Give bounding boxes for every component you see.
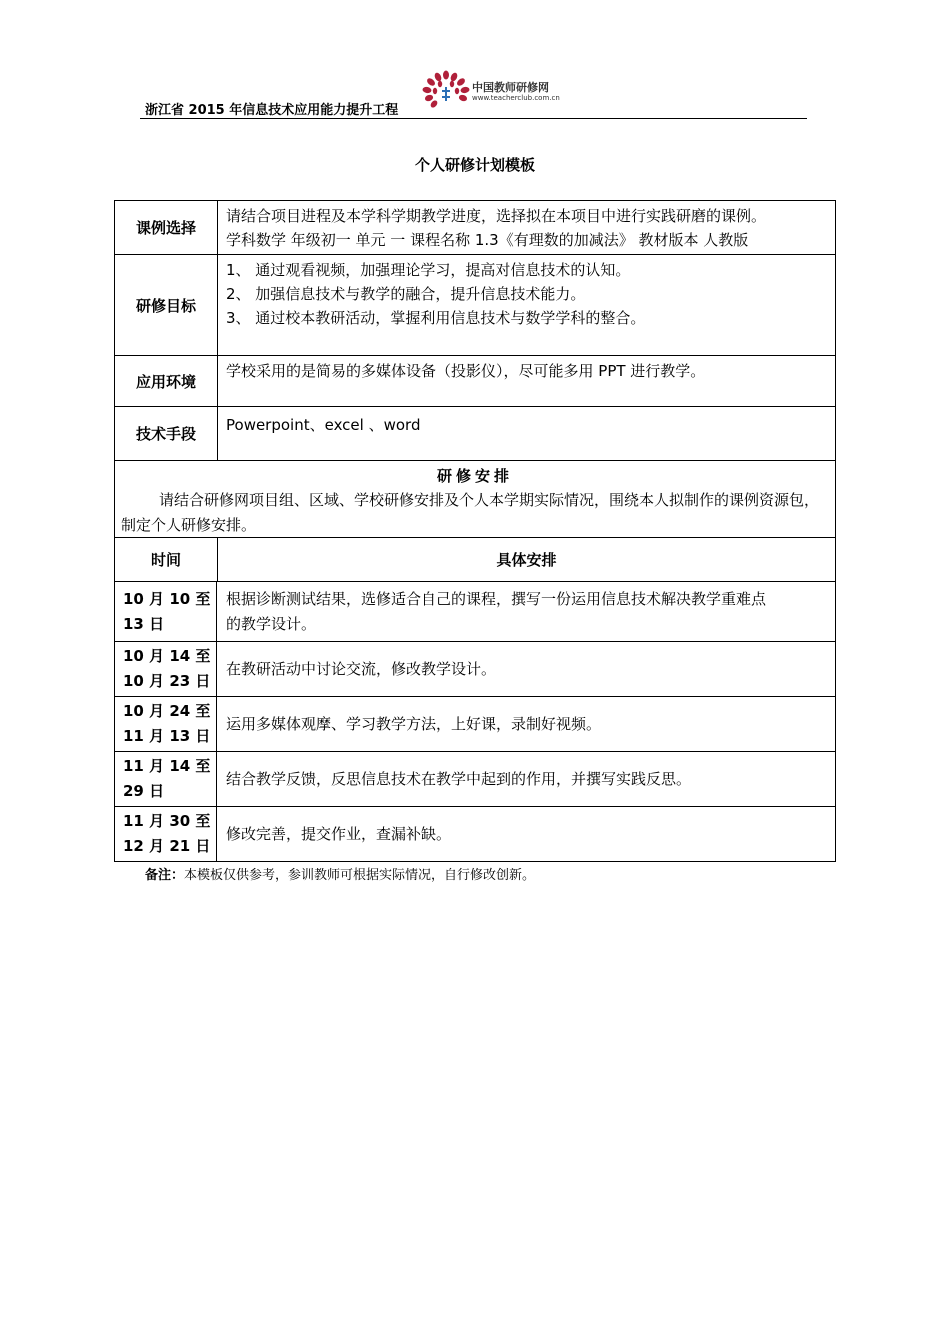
label-goal: 研修目标 (115, 255, 218, 355)
logo-url: www.teacherclub.com.cn (472, 94, 560, 102)
arrangement-intro: 请结合研修网项目组、区域、学校研修安排及个人本学期实际情况，围绕本人拟制作的课例资源包，制定个人研修安排。 (121, 491, 820, 534)
plan-cell (226, 697, 829, 751)
plan-cell (226, 642, 829, 696)
teacherclub-logo (420, 69, 570, 113)
time-start: 10 月 10 至 (123, 589, 211, 608)
time-end: 29 日 (123, 782, 165, 800)
label-course: 课例选择 (115, 201, 218, 254)
plan-text: 修改完善，提交作业，查漏补缺。 (226, 824, 452, 843)
label-tech: 技术手段 (115, 407, 218, 460)
plan-text: 在教研活动中讨论交流，修改教学设计。 (226, 659, 497, 678)
table-row (114, 641, 836, 696)
table-row (114, 696, 836, 751)
plan-text: 的教学设计。 (226, 614, 317, 633)
course-value (226, 204, 829, 252)
plan-text: 结合教学反馈，反思信息技术在教学中起到的作用，并撰写实践反思。 (226, 769, 692, 788)
course-line-1: 请结合项目进程及本学科学期教学进度，选择拟在本项目中进行实践研磨的课例。 (226, 207, 767, 225)
footnote-label: 备注： (145, 868, 185, 883)
plan-cell (226, 752, 829, 806)
document-title: 个人研修计划模板 (414, 156, 535, 174)
course-line-2: 学科数学 年级初一 单元 一 课程名称 1.3《有理数的加减法》 教材版本 人教版 (226, 231, 749, 249)
time-start: 11 月 30 至 (123, 812, 211, 830)
row-column-headers (114, 537, 836, 581)
time-end: 13 日 (123, 614, 165, 633)
header-text: 浙江省 2015 年信息技术应用能力提升工程 (145, 103, 399, 118)
time-cell (115, 697, 217, 751)
footnote-text: 本模板仅供参考，参训教师可根据实际情况，自行修改创新。 (184, 868, 536, 883)
table-row (114, 806, 836, 862)
time-start: 10 月 14 至 (123, 647, 211, 665)
time-start: 10 月 24 至 (123, 702, 211, 720)
time-cell (115, 807, 217, 861)
logo-emblem-icon (420, 69, 472, 113)
arrangement-title: 研修安排 (436, 467, 513, 485)
time-cell (115, 582, 217, 641)
goal-item: 3、 通过校本教研活动，掌握利用信息技术与数学学科的整合。 (226, 309, 646, 327)
plan-cell (226, 807, 829, 861)
plan-table (114, 200, 836, 862)
column-header-plan: 具体安排 (496, 551, 557, 569)
goal-item: 1、 通过观看视频，加强理论学习，提高对信息技术的认知。 (226, 261, 631, 279)
row-env (114, 355, 836, 406)
row-tech (114, 406, 836, 460)
tech-text: Powerpoint、excel 、word (226, 416, 421, 434)
goal-value (226, 258, 829, 330)
row-arrangement-intro (114, 460, 836, 537)
time-start: 11 月 14 至 (123, 757, 211, 775)
row-goal (114, 254, 836, 355)
column-header-time: 时间 (115, 538, 218, 581)
goal-item: 2、 加强信息技术与教学的融合，提升信息技术能力。 (226, 285, 586, 303)
header-divider (140, 118, 807, 119)
time-end: 12 月 21 日 (123, 837, 211, 855)
logo-title: 中国教师研修网 (472, 81, 549, 94)
tech-value (226, 413, 829, 437)
env-text: 学校采用的是简易的多媒体设备（投影仪），尽可能多用 PPT 进行教学。 (226, 362, 706, 380)
time-cell (115, 752, 217, 806)
table-row (114, 751, 836, 806)
footnote (145, 864, 535, 883)
label-env: 应用环境 (115, 356, 218, 406)
time-end: 11 月 13 日 (123, 727, 211, 745)
row-course (114, 200, 836, 254)
time-cell (115, 642, 217, 696)
table-row (114, 581, 836, 641)
plan-text: 根据诊断测试结果，选修适合自己的课程，撰写一份运用信息技术解决教学重难点 (226, 589, 767, 608)
plan-text: 运用多媒体观摩、学习教学方法，上好课，录制好视频。 (226, 714, 602, 733)
env-value (226, 359, 829, 383)
plan-cell (226, 582, 829, 641)
time-end: 10 月 23 日 (123, 672, 211, 690)
